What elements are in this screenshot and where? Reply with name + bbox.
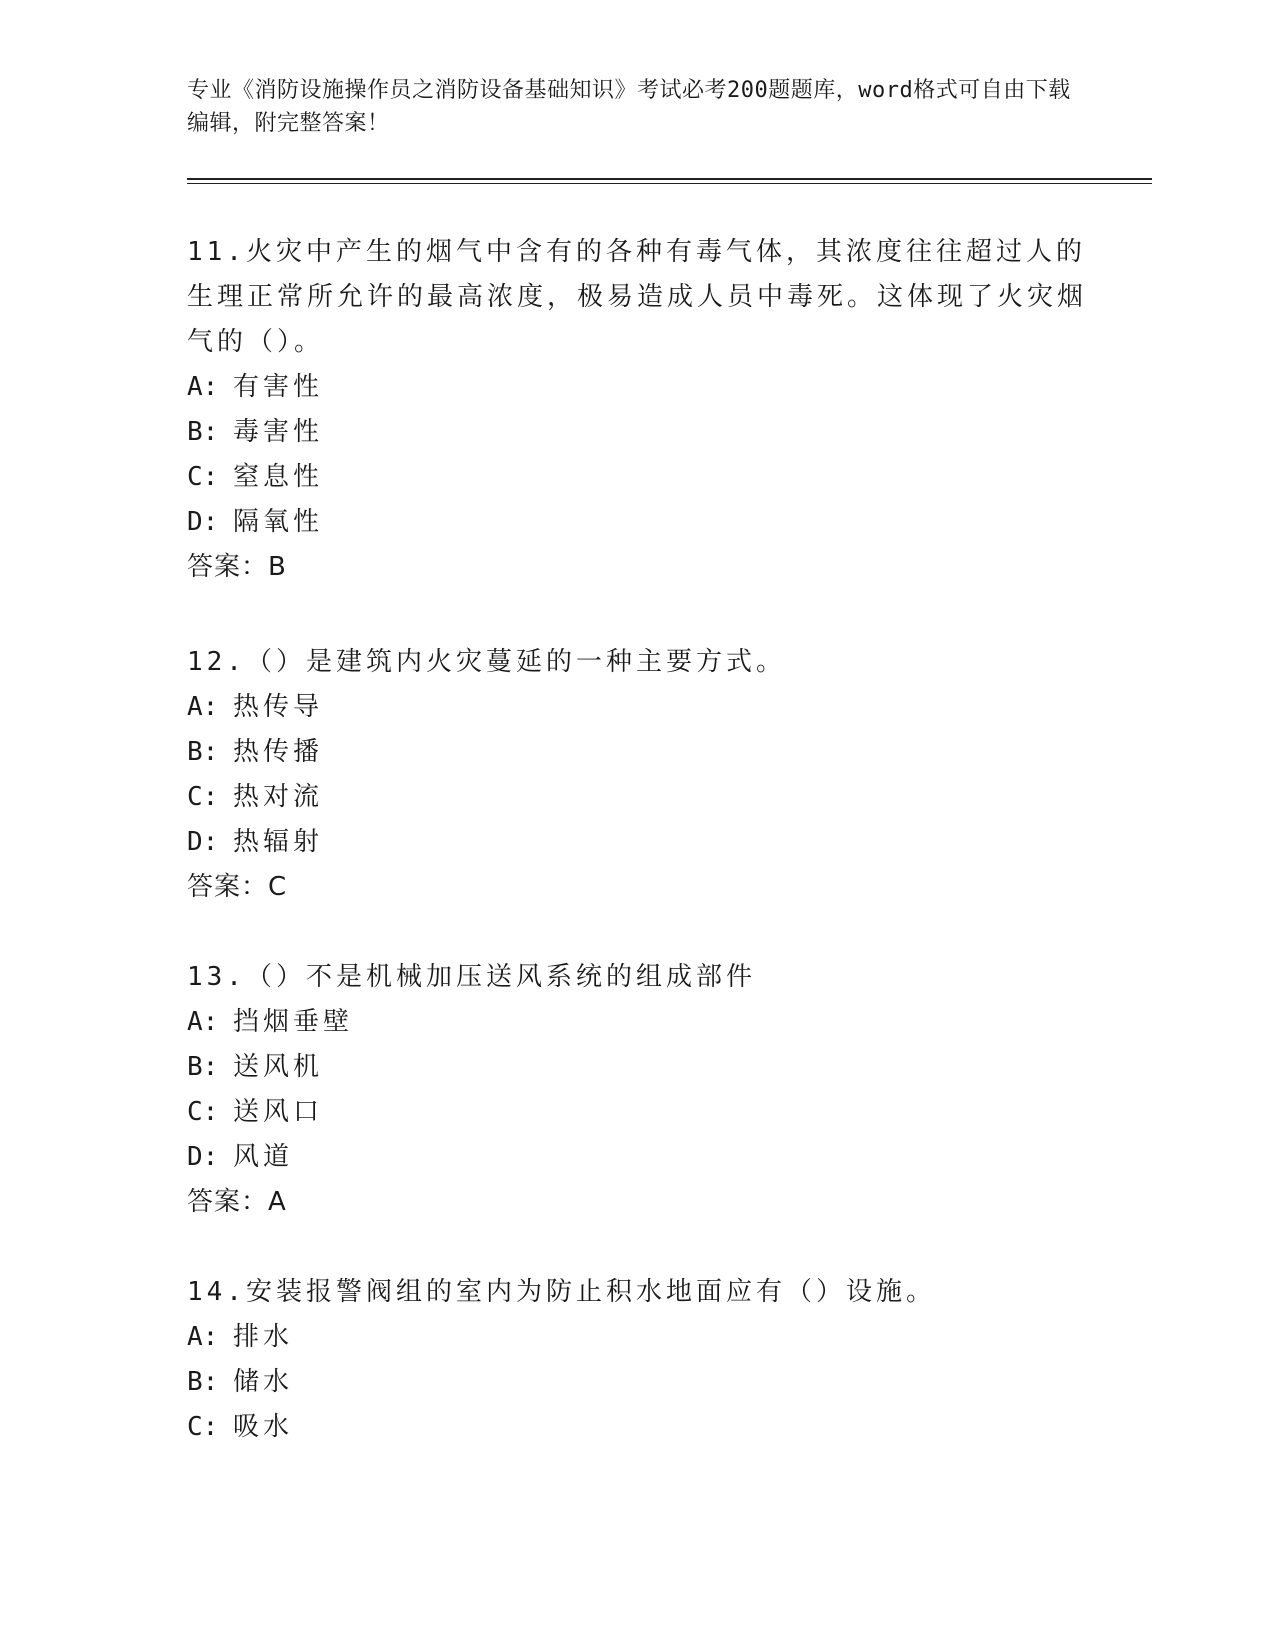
option-key: B: [187, 1052, 219, 1082]
answer-line: 答案：B [187, 552, 287, 582]
option-text: 储水 [233, 1367, 294, 1397]
option-key: A: [187, 692, 219, 722]
option-text: 毒害性 [233, 417, 324, 447]
option-text: 排水 [233, 1322, 294, 1352]
option-key: D: [187, 827, 219, 857]
option-key: D: [187, 1142, 219, 1172]
option-key: D: [187, 507, 219, 537]
option-key: A: [187, 1322, 219, 1352]
option-key: B: [187, 417, 219, 447]
option-d [187, 1135, 1087, 1180]
option-text: 热传导 [233, 692, 324, 722]
option-text: 热辐射 [233, 827, 324, 857]
option-c [187, 1405, 1087, 1450]
option-key: B: [187, 1367, 219, 1397]
option-text: 隔氧性 [233, 507, 324, 537]
option-b [187, 1360, 1087, 1405]
option-key: C: [187, 462, 219, 492]
option-key: A: [187, 1007, 219, 1037]
option-b [187, 1045, 1087, 1090]
option-b [187, 730, 1087, 775]
question-12 [187, 640, 1087, 910]
question-stem: 11.火灾中产生的烟气中含有的各种有毒气体，其浓度往往超过人的生理正常所允许的最高浓度，极易造成人员中毒死。这体现了火灾烟气的（）。 [187, 237, 1088, 357]
header-divider-thick [187, 178, 1152, 180]
document-header: 专业《消防设施操作员之消防设备基础知识》考试必考200题题库，word格式可自由下载编辑，附完整答案！ [187, 78, 1071, 136]
answer-line: 答案：C [187, 872, 288, 902]
option-b [187, 410, 1087, 455]
option-a [187, 1315, 1087, 1360]
option-text: 风道 [233, 1142, 294, 1172]
question-stem: 14.安装报警阀组的室内为防止积水地面应有（）设施。 [187, 1277, 936, 1307]
option-text: 挡烟垂壁 [233, 1007, 354, 1037]
option-text: 吸水 [233, 1412, 294, 1442]
option-text: 送风机 [233, 1052, 324, 1082]
option-text: 窒息性 [233, 462, 324, 492]
header-divider-thin [187, 183, 1152, 184]
option-key: B: [187, 737, 219, 767]
question-11 [187, 230, 1087, 590]
option-a [187, 1000, 1087, 1045]
option-a [187, 685, 1087, 730]
question-14 [187, 1270, 1087, 1450]
option-c [187, 1090, 1087, 1135]
question-stem: 12.（）是建筑内火灾蔓延的一种主要方式。 [187, 647, 786, 677]
option-key: A: [187, 372, 219, 402]
option-c [187, 455, 1087, 500]
option-text: 送风口 [233, 1097, 324, 1127]
option-d [187, 820, 1087, 865]
option-key: C: [187, 782, 219, 812]
option-c [187, 775, 1087, 820]
question-13 [187, 955, 1087, 1225]
option-text: 有害性 [233, 372, 324, 402]
option-key: C: [187, 1097, 219, 1127]
option-key: C: [187, 1412, 219, 1442]
answer-line: 答案：A [187, 1187, 287, 1217]
option-text: 热对流 [233, 782, 324, 812]
question-stem: 13.（）不是机械加压送风系统的组成部件 [187, 962, 756, 992]
option-a [187, 365, 1087, 410]
option-text: 热传播 [233, 737, 324, 767]
option-d [187, 500, 1087, 545]
